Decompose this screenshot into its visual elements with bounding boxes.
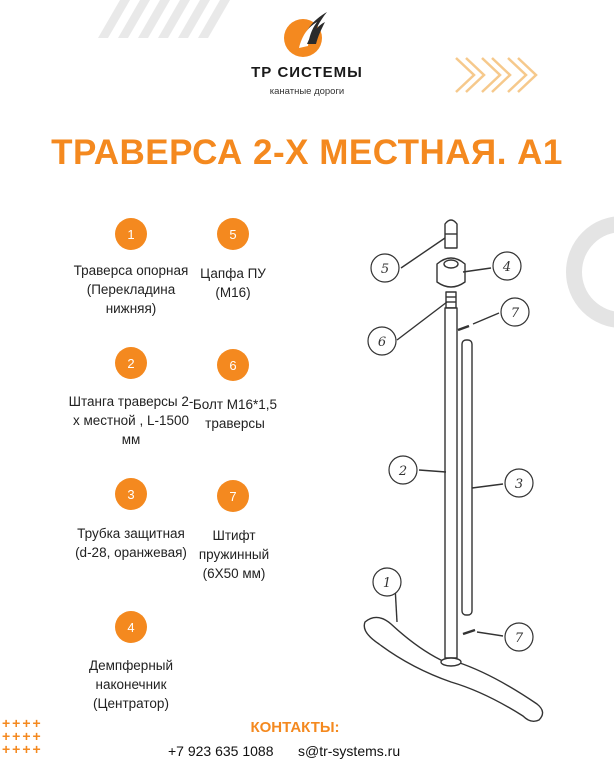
page-title: ТРАВЕРСА 2-Х МЕСТНАЯ. А1 bbox=[51, 133, 563, 172]
contact-email[interactable]: s@tr-systems.ru bbox=[298, 743, 401, 759]
plus-pattern-decor: ++++ ++++ ++++ bbox=[2, 715, 43, 757]
contact-phone[interactable]: +7 923 635 1088 bbox=[168, 743, 274, 759]
brand-logo-icon bbox=[283, 8, 329, 60]
diagram-callout: 7 bbox=[514, 631, 524, 646]
part-description: Штифт пружинный (6Х50 мм) bbox=[198, 528, 270, 581]
part-description: Демпферный наконечник (Центратор) bbox=[88, 658, 174, 711]
diagram-callout: 5 bbox=[380, 262, 390, 277]
part-description: Цапфа ПУ (М16) bbox=[200, 266, 266, 300]
diagram-callout: 3 bbox=[514, 477, 524, 492]
diagram-part-2 bbox=[445, 308, 457, 658]
part-number-badge: 7 bbox=[217, 480, 249, 512]
brand-tagline: канатные дороги bbox=[269, 86, 345, 97]
diagram-callout: 4 bbox=[502, 260, 512, 275]
diagram-callout: 6 bbox=[377, 335, 387, 350]
diagram-part-7 bbox=[463, 630, 475, 634]
part-description: Болт М16*1,5 траверсы bbox=[192, 397, 278, 431]
stripe-pattern-decor bbox=[80, 0, 230, 38]
part-description: Трубка защитная (d-28, оранжевая) bbox=[75, 526, 187, 560]
part-number-badge: 3 bbox=[115, 478, 147, 510]
chevrons-decor-icon bbox=[452, 52, 540, 98]
ring-decor bbox=[562, 212, 614, 332]
diagram-callout: 1 bbox=[382, 576, 392, 591]
part-number-badge: 5 bbox=[217, 218, 249, 250]
diagram-part-7 bbox=[458, 326, 469, 330]
part-number-badge: 1 bbox=[115, 218, 147, 250]
diagram-part-6 bbox=[446, 292, 456, 308]
part-description: Штанга траверсы 2-х местной , L-1500 мм bbox=[68, 394, 194, 447]
contacts-label: КОНТАКТЫ: bbox=[250, 719, 340, 736]
part-number-badge: 6 bbox=[217, 349, 249, 381]
diagram-part-4 bbox=[437, 258, 465, 287]
part-number-badge: 4 bbox=[115, 611, 147, 643]
part-number-badge: 2 bbox=[115, 347, 147, 379]
diagram-callout: 7 bbox=[510, 306, 520, 321]
part-description: Траверса опорная (Перекладина нижняя) bbox=[73, 263, 189, 316]
diagram-callout: 2 bbox=[398, 464, 408, 479]
diagram-part-3 bbox=[462, 340, 472, 615]
brand-name: ТР СИСТЕМЫ bbox=[251, 64, 363, 81]
assembly-diagram bbox=[355, 212, 565, 732]
